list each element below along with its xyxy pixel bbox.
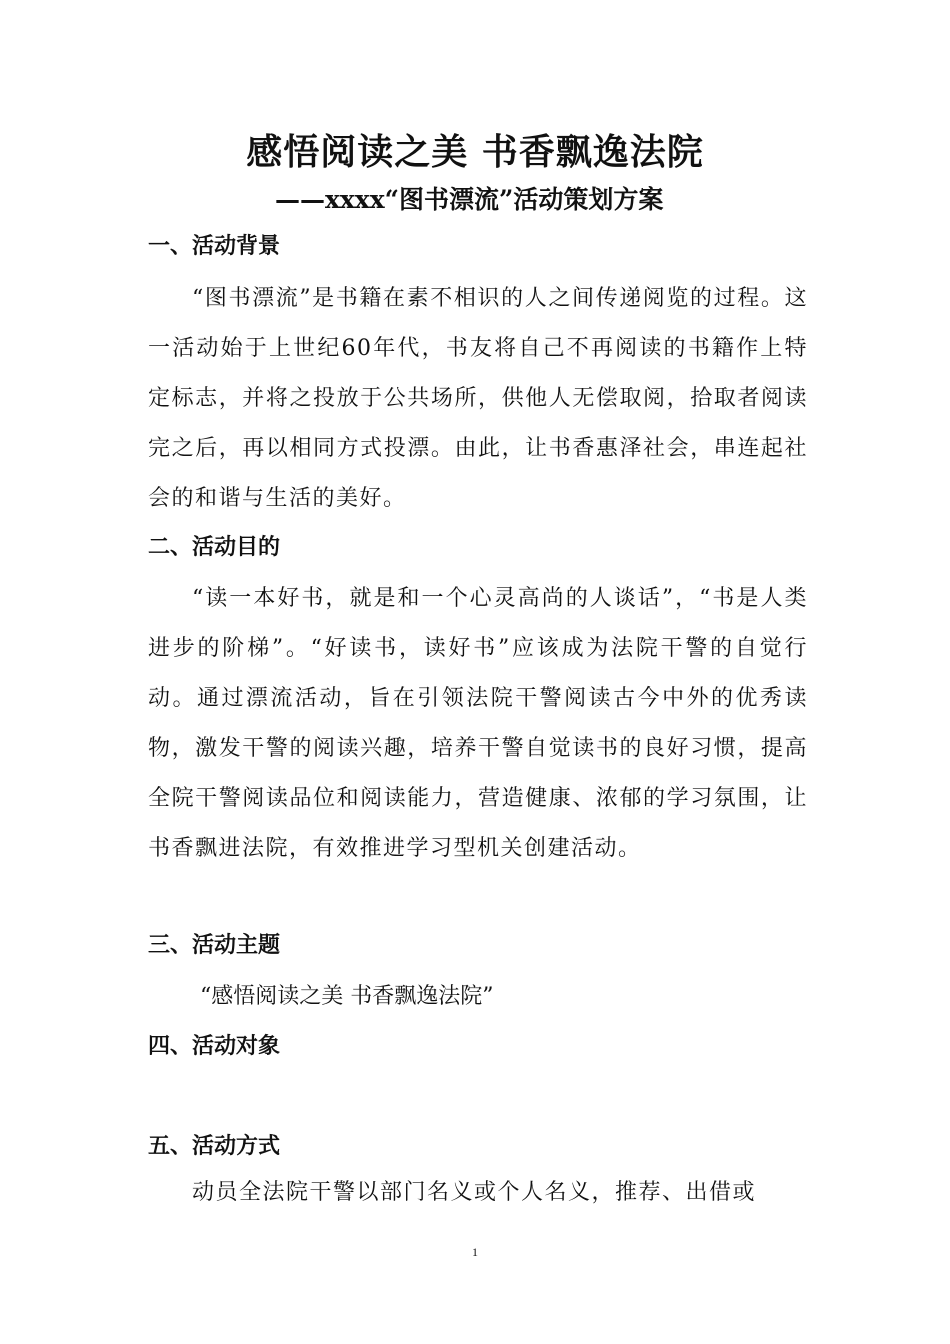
section-heading-method: 五、活动方式 xyxy=(148,1133,281,1159)
section-body-purpose: “读一本好书，就是和一个心灵高尚的人谈话”，“书是人类进步的阶梯”。“好读书，读好书”应该成为法院干警的自觉行动。通过漂流活动，旨在引领法院干警阅读古今中外的优秀读物，激发干警的阅读兴趣，培养干警自觉读书的良好习惯，提高全院干警阅读品位和阅读能力，营造健康、浓郁的学习氛围，让书香飘进法院，有效推进学习型机关创建活动。 xyxy=(148,586,808,861)
section-heading-background: 一、活动背景 xyxy=(148,233,281,259)
section-heading-participants: 四、活动对象 xyxy=(148,1033,281,1059)
section-body-theme: “感悟阅读之美 书香飘逸法院” xyxy=(200,984,494,1009)
section-heading-theme: 三、活动主题 xyxy=(148,932,281,958)
section-body-background: “图书漂流”是书籍在素不相识的人之间传递阅览的过程。这一活动始于上世纪60年代，书友将自己不再阅读的书籍作上特定标志，并将之投放于公共场所，供他人无偿取阅，拾取者阅读完之后，再以相同方式投漂。由此，让书香惠泽社会，串连起社会的和谐与生活的美好。 xyxy=(148,286,808,511)
page-number: 1 xyxy=(472,1245,478,1259)
document-title: 感悟阅读之美 书香飘逸法院 xyxy=(246,131,704,173)
section-body-method: 动员全法院干警以部门名义或个人名义，推荐、出借或 xyxy=(192,1180,757,1205)
section-heading-purpose: 二、活动目的 xyxy=(148,534,281,560)
document-subtitle: ——xxxx“图书漂流”活动策划方案 xyxy=(275,185,664,214)
